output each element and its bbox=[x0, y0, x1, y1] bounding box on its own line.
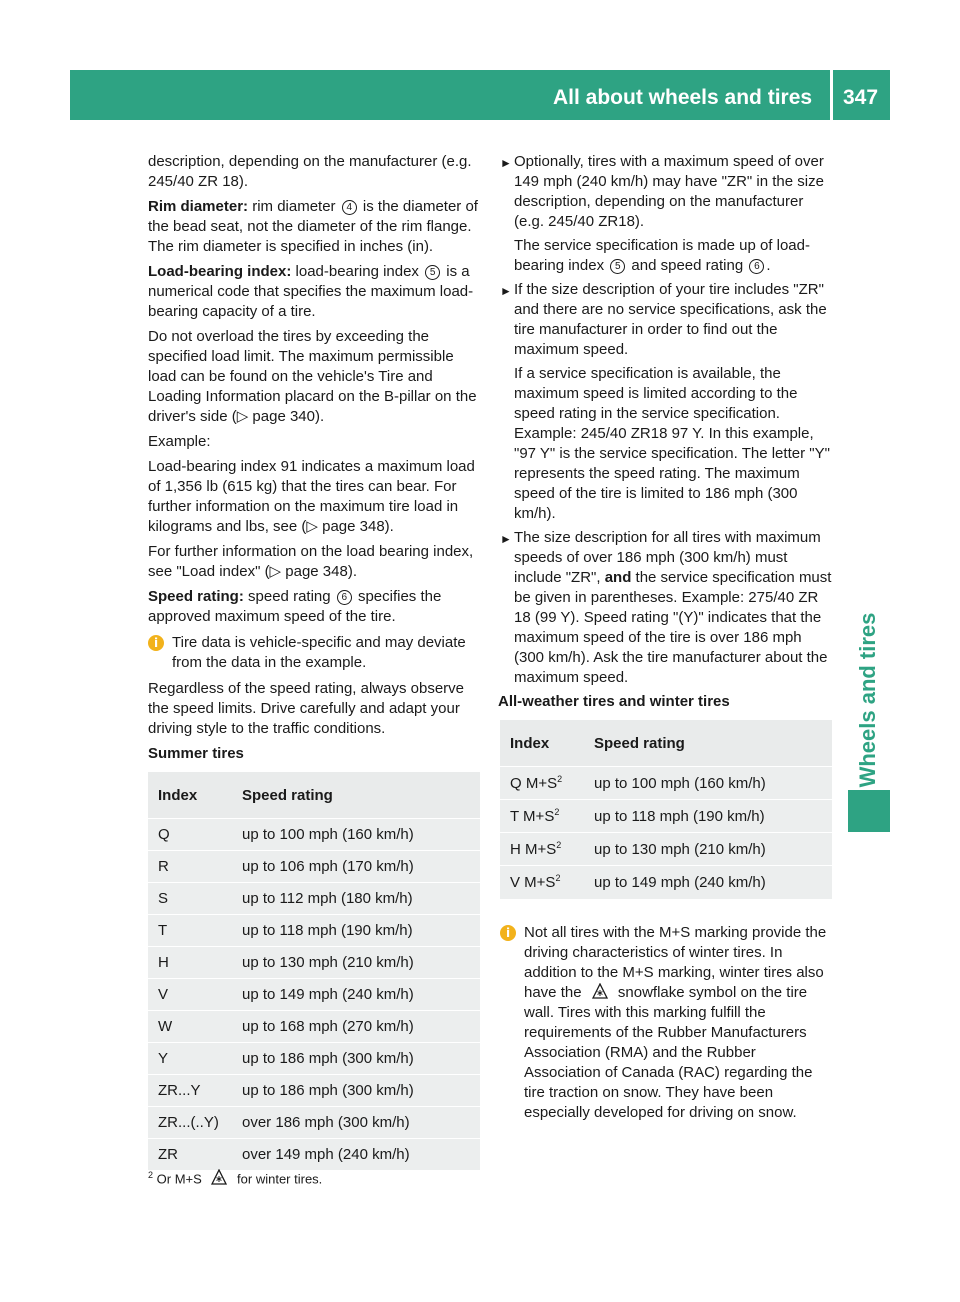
index-cell: Q bbox=[148, 819, 232, 851]
text: Or M+S bbox=[156, 1171, 202, 1187]
table-row bbox=[148, 915, 480, 947]
table-row bbox=[500, 767, 832, 800]
text: the service specification must be given in parentheses. Example: 275/40 ZR 18 (99 Y). Speed rating "(Y)" indicates that the maximum speed of the tire is over 186 mph (300 km/h). Ask the tire manufacturer about the maximum speed. bbox=[514, 569, 832, 686]
table-row bbox=[500, 866, 832, 899]
bullet-subtext: If a service specification is available, the maximum speed is limited according to the speed rating in the service specification. Example: 245/40 ZR18 97 Y. In this example, "97 Y" is the service specification. The letter "Y" represents the speed rating. The maximum speed of the tire is limited to 186 mph (300 km/h). bbox=[514, 365, 830, 522]
index-cell: T bbox=[148, 915, 232, 947]
index-cell: H bbox=[148, 947, 232, 979]
speed-cell: over 186 mph (300 km/h) bbox=[232, 1107, 480, 1139]
speed-cell: up to 168 mph (270 km/h) bbox=[232, 1011, 480, 1043]
index-cell: ZR...Y bbox=[148, 1075, 232, 1107]
speed-cell: up to 186 mph (300 km/h) bbox=[232, 1043, 480, 1075]
table-row bbox=[148, 819, 480, 851]
text: specifies the approved maximum speed of the tire. bbox=[148, 588, 442, 625]
column-header: Index bbox=[148, 772, 232, 819]
list-item bbox=[500, 528, 832, 688]
speed-cell: up to 130 mph (210 km/h) bbox=[584, 833, 832, 866]
speed-cell: up to 149 mph (240 km/h) bbox=[232, 979, 480, 1011]
bullet-icon: ► bbox=[500, 532, 512, 546]
text: The size description for all tires with maximum speeds of over 186 mph (300 km/h) must include "ZR", bbox=[514, 529, 821, 586]
paragraph: description, depending on the manufacturer (e.g. 245/40 ZR 18). bbox=[148, 153, 472, 190]
table-row bbox=[500, 833, 832, 866]
text: for winter tires. bbox=[237, 1171, 323, 1187]
snowflake-mountain-icon bbox=[592, 983, 608, 999]
callout-number: 6 bbox=[749, 259, 764, 274]
paragraph: Load-bearing index 91 indicates a maximum load of 1,356 lb (615 kg) that the tires can bear. For further information on the maximum tire load in kilograms and lbs, see (▷ page 348). bbox=[148, 458, 475, 535]
speed-cell: up to 118 mph (190 km/h) bbox=[584, 800, 832, 833]
side-tab-label: Wheels and tires bbox=[855, 612, 880, 788]
table-row bbox=[148, 851, 480, 883]
speed-cell: up to 118 mph (190 km/h) bbox=[232, 915, 480, 947]
index-text: H M+S bbox=[510, 841, 557, 858]
callout-number: 4 bbox=[342, 200, 357, 215]
note-text bbox=[524, 923, 832, 1123]
info-icon: i bbox=[148, 635, 164, 651]
term: Load-bearing index: bbox=[148, 263, 292, 280]
speed-cell: up to 106 mph (170 km/h) bbox=[232, 851, 480, 883]
speed-cell: up to 149 mph (240 km/h) bbox=[584, 866, 832, 899]
index-cell bbox=[500, 767, 584, 800]
table-row bbox=[148, 1011, 480, 1043]
table-header-row bbox=[148, 772, 480, 819]
text: rim diameter bbox=[252, 198, 336, 215]
right-column bbox=[500, 152, 832, 1129]
text: snowflake symbol on the tire wall. Tires with this marking fulfill the requirements of the Rubber Manufacturers Association (RMA) and the Rubber Association of Canada (RAC) regarding the tire traction on snow. They have been especially developed for driving on snow. bbox=[524, 983, 813, 1121]
text: is a numerical code that specifies the maximum load-bearing capacity of a tire. bbox=[148, 263, 474, 320]
rim-diameter-paragraph bbox=[148, 197, 480, 257]
index-cell: ZR...(..Y) bbox=[148, 1107, 232, 1139]
index-cell: R bbox=[148, 851, 232, 883]
column-header: Index bbox=[500, 720, 584, 767]
text: is the diameter of the bead seat, not the diameter of the rim flange. The rim diameter is specified in inches (in). bbox=[148, 198, 478, 255]
summer-tires-table bbox=[148, 772, 480, 1170]
bullet-text: If the size description of your tire includes "ZR" and there are no service specifications, ask the tire manufacturer in order to find out the maximum speed. bbox=[514, 281, 827, 358]
speed-cell: up to 100 mph (160 km/h) bbox=[232, 819, 480, 851]
text: and speed rating bbox=[631, 257, 744, 274]
callout-number: 5 bbox=[425, 265, 440, 280]
list-item bbox=[500, 152, 832, 276]
side-tab-marker bbox=[848, 790, 890, 832]
paragraph: For further information on the load bearing index, see "Load index" (▷ page 348). bbox=[148, 543, 474, 580]
table-row bbox=[148, 1075, 480, 1107]
speed-rating-paragraph bbox=[148, 587, 480, 627]
index-cell: W bbox=[148, 1011, 232, 1043]
text: load-bearing index bbox=[295, 263, 419, 280]
column-header: Speed rating bbox=[232, 772, 480, 819]
table-row bbox=[148, 1043, 480, 1075]
info-icon: i bbox=[500, 925, 516, 941]
bullet-text: Optionally, tires with a maximum speed of over 149 mph (240 km/h) may have "ZR" in the size description, depending on the manufacturer (e.g. 245/40 ZR18). bbox=[514, 153, 824, 230]
speed-cell: up to 130 mph (210 km/h) bbox=[232, 947, 480, 979]
heading-text: All-weather tires and winter tires bbox=[498, 693, 730, 710]
table-row bbox=[148, 1107, 480, 1139]
speed-cell: up to 186 mph (300 km/h) bbox=[232, 1075, 480, 1107]
text: . bbox=[766, 257, 771, 274]
callout-number: 6 bbox=[337, 590, 352, 605]
info-note bbox=[148, 633, 480, 673]
winter-tires-table bbox=[500, 720, 832, 899]
text: The service specification is made up of load-bearing index bbox=[514, 237, 810, 274]
bullet-icon: ► bbox=[500, 156, 512, 170]
bullet-text bbox=[514, 528, 832, 688]
snowflake-mountain-icon bbox=[211, 1169, 227, 1185]
index-text: Q M+S bbox=[510, 775, 558, 792]
index-text: V M+S bbox=[510, 874, 556, 892]
index-cell bbox=[500, 866, 584, 899]
paragraph: Example: bbox=[148, 433, 211, 450]
footnote-ref: 2 bbox=[557, 774, 563, 784]
table-header-row bbox=[500, 720, 832, 767]
note-text: Tire data is vehicle-specific and may deviate from the data in the example. bbox=[172, 634, 466, 671]
index-cell bbox=[500, 800, 584, 833]
section-heading bbox=[148, 744, 480, 764]
load-index-paragraph bbox=[148, 262, 480, 322]
speed-cell: up to 112 mph (180 km/h) bbox=[232, 883, 480, 915]
bullet-icon: ► bbox=[500, 284, 512, 298]
table-row bbox=[148, 883, 480, 915]
footnote bbox=[148, 1166, 322, 1188]
emphasis: and bbox=[604, 569, 632, 586]
paragraph: Do not overload the tires by exceeding the specified load limit. The maximum permissible load can be found on the vehicle's Tire and Loading Information placard on the B-pillar on the driver's side (▷ page 340). bbox=[148, 328, 477, 425]
left-column bbox=[148, 152, 480, 1170]
index-cell: Y bbox=[148, 1043, 232, 1075]
footnote-ref: 2 bbox=[556, 840, 562, 850]
list-item bbox=[500, 280, 832, 524]
table-row bbox=[148, 947, 480, 979]
table-row bbox=[148, 979, 480, 1011]
term: Rim diameter: bbox=[148, 198, 249, 215]
index-cell: V bbox=[148, 979, 232, 1011]
text: Not all tires with the M+S marking provide the driving characteristics of winter tires. In addition to the M+S marking, winter tires also have the bbox=[524, 923, 827, 1001]
footnote-ref: 2 bbox=[554, 807, 560, 817]
callout-number: 5 bbox=[610, 259, 625, 274]
info-note bbox=[500, 923, 832, 1123]
footnote-ref: 2 bbox=[555, 873, 561, 884]
index-cell bbox=[500, 833, 584, 866]
page-number: 347 bbox=[843, 86, 879, 109]
term: Speed rating: bbox=[148, 588, 244, 605]
index-text: T M+S bbox=[510, 808, 555, 825]
column-header: Speed rating bbox=[584, 720, 832, 767]
table-row bbox=[500, 800, 832, 833]
footnote-number: 2 bbox=[148, 1170, 154, 1180]
speed-cell: over 149 mph (240 km/h) bbox=[232, 1139, 480, 1171]
bullet-subtext bbox=[514, 236, 832, 276]
header-divider bbox=[830, 70, 833, 120]
paragraph: Regardless of the speed rating, always observe the speed limits. Drive carefully and adapt your driving style to the traffic conditions. bbox=[148, 680, 465, 737]
index-cell: ZR bbox=[148, 1139, 232, 1171]
heading-text: Summer tires bbox=[148, 745, 244, 762]
section-heading bbox=[498, 692, 832, 712]
speed-cell: up to 100 mph (160 km/h) bbox=[584, 767, 832, 800]
index-cell: S bbox=[148, 883, 232, 915]
page-header-title: All about wheels and tires bbox=[553, 86, 813, 109]
text: speed rating bbox=[248, 588, 331, 605]
